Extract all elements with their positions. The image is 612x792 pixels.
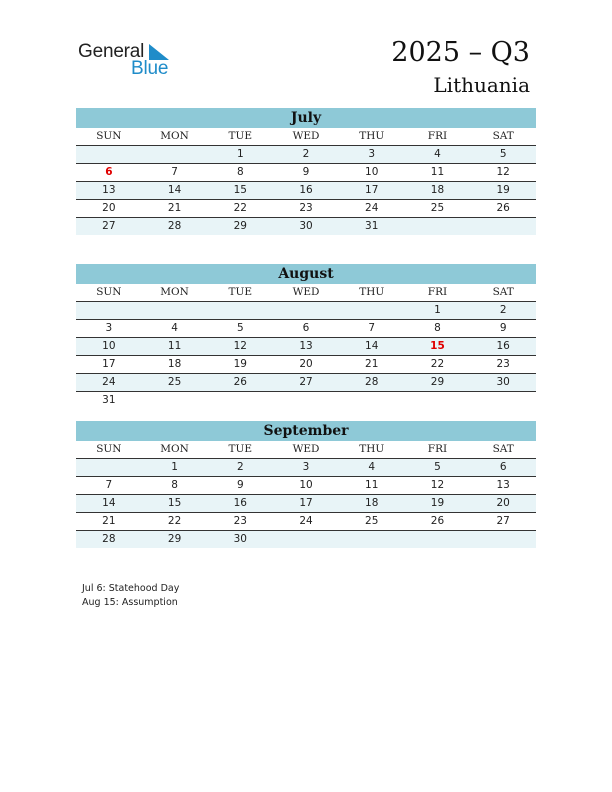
month-name: July xyxy=(76,108,536,128)
day-cell xyxy=(76,459,142,476)
day-cell: 13 xyxy=(299,340,313,352)
day-cell: 30 xyxy=(299,220,313,232)
day-cell: 4 xyxy=(368,461,376,473)
day-cell: 29 xyxy=(167,533,182,545)
country-name: Lithuania xyxy=(433,73,530,97)
day-cell: 22 xyxy=(167,515,182,527)
day-cell: 28 xyxy=(102,533,116,545)
week-row xyxy=(76,182,536,200)
day-cell: 30 xyxy=(233,533,247,545)
day-cell: 24 xyxy=(299,515,313,527)
day-cell: 17 xyxy=(299,497,313,509)
day-cell: 5 xyxy=(236,322,244,334)
week-row xyxy=(76,218,536,235)
day-cell: 29 xyxy=(233,220,247,232)
day-cell: 8 xyxy=(171,479,178,491)
weekday-label: WED xyxy=(292,286,320,298)
day-cell: 4 xyxy=(171,322,178,334)
day-cell: 9 xyxy=(236,479,244,491)
day-cell: 11 xyxy=(167,340,182,352)
week-row xyxy=(76,146,536,164)
day-cell: 26 xyxy=(496,202,510,214)
weekday-label: MON xyxy=(160,443,189,455)
weekday-label: MON xyxy=(160,130,189,142)
holiday-note: Jul 6: Statehood Day xyxy=(82,583,180,594)
day-cell: 12 xyxy=(430,479,445,491)
day-cell: 22 xyxy=(233,202,247,214)
day-cell: 22 xyxy=(430,358,445,370)
day-cell: 10 xyxy=(365,166,379,178)
day-cell: 20 xyxy=(496,497,510,509)
day-cell: 18 xyxy=(167,358,182,370)
day-cell xyxy=(405,531,471,548)
logo-text-general: General xyxy=(78,41,145,62)
day-cell xyxy=(142,392,208,409)
day-cell: 6 xyxy=(499,461,507,473)
day-cell xyxy=(339,302,405,319)
weekday-label: SAT xyxy=(492,286,514,298)
day-cell: 25 xyxy=(430,202,445,214)
day-cell: 16 xyxy=(233,497,247,509)
day-cell: 3 xyxy=(105,322,113,334)
day-cell: 4 xyxy=(434,148,441,160)
month-calendar-july xyxy=(76,108,536,235)
day-cell xyxy=(339,531,405,548)
day-cell: 8 xyxy=(236,166,244,178)
month-calendar-august xyxy=(76,264,536,409)
day-cell: 24 xyxy=(365,202,379,214)
day-cell: 31 xyxy=(365,220,379,232)
week-row xyxy=(76,531,536,548)
month-calendar-september xyxy=(76,421,536,548)
day-cell: 9 xyxy=(302,166,310,178)
weekday-label: WED xyxy=(292,130,320,142)
day-cell: 29 xyxy=(430,376,445,388)
day-cell xyxy=(76,146,142,163)
day-cell: 27 xyxy=(102,220,116,232)
day-cell: 14 xyxy=(365,340,379,352)
day-cell: 16 xyxy=(299,184,313,196)
day-cell: 6 xyxy=(302,322,310,334)
day-cell: 2 xyxy=(499,304,507,316)
weekday-label: TUE xyxy=(228,443,253,455)
week-row xyxy=(76,302,536,320)
day-cell: 24 xyxy=(102,376,116,388)
day-cell: 26 xyxy=(233,376,247,388)
holiday-notes xyxy=(82,582,179,610)
day-cell xyxy=(405,218,471,235)
day-cell: 13 xyxy=(496,479,510,491)
day-cell: 14 xyxy=(167,184,182,196)
week-row xyxy=(76,164,536,182)
day-cell: 18 xyxy=(430,184,445,196)
holiday-note: Aug 15: Assumption xyxy=(82,597,178,608)
day-cell: 25 xyxy=(365,515,379,527)
day-cell: 26 xyxy=(430,515,445,527)
day-cell: 3 xyxy=(368,148,376,160)
day-cell: 21 xyxy=(365,358,379,370)
day-cell: 11 xyxy=(365,479,379,491)
weekday-label: SAT xyxy=(492,130,514,142)
weekday-label: TUE xyxy=(228,130,253,142)
weekday-label: THU xyxy=(359,286,385,298)
day-cell: 31 xyxy=(102,394,116,406)
day-cell: 1 xyxy=(171,461,178,473)
day-cell: 19 xyxy=(496,184,510,196)
day-cell: 12 xyxy=(233,340,247,352)
weekday-header-row xyxy=(76,284,536,302)
day-cell xyxy=(405,392,471,409)
day-cell: 2 xyxy=(302,148,310,160)
day-cell xyxy=(273,302,339,319)
day-cell: 13 xyxy=(102,184,116,196)
day-cell: 28 xyxy=(365,376,379,388)
weeks-container xyxy=(76,459,536,548)
weekday-label: SUN xyxy=(96,130,122,142)
weekday-label: MON xyxy=(160,286,189,298)
day-cell: 17 xyxy=(102,358,116,370)
weekday-label: FRI xyxy=(427,443,448,455)
month-name: September xyxy=(76,421,536,441)
weekday-label: THU xyxy=(359,443,385,455)
weekday-label: FRI xyxy=(427,130,448,142)
week-row xyxy=(76,392,536,409)
day-cell: 7 xyxy=(368,322,376,334)
day-cell: 15 xyxy=(167,497,182,509)
day-cell xyxy=(142,302,208,319)
day-cell: 16 xyxy=(496,340,510,352)
day-cell xyxy=(273,531,339,548)
day-cell: 15 xyxy=(233,184,247,196)
day-cell: 23 xyxy=(496,358,510,370)
logo-text-blue: Blue xyxy=(131,58,169,79)
weekday-label: FRI xyxy=(427,286,448,298)
week-row xyxy=(76,356,536,374)
day-cell xyxy=(470,392,536,409)
week-row xyxy=(76,513,536,531)
day-cell xyxy=(207,302,273,319)
day-cell: 7 xyxy=(105,479,113,491)
week-row xyxy=(76,200,536,218)
day-cell: 19 xyxy=(430,497,445,509)
day-cell: 30 xyxy=(496,376,510,388)
generalblue-logo xyxy=(78,40,178,80)
holiday-day-cell: 6 xyxy=(105,166,113,178)
weekday-header-row xyxy=(76,128,536,146)
day-cell: 21 xyxy=(167,202,182,214)
day-cell: 5 xyxy=(499,148,507,160)
day-cell: 27 xyxy=(496,515,510,527)
day-cell: 27 xyxy=(299,376,313,388)
week-row xyxy=(76,495,536,513)
month-name: August xyxy=(76,264,536,284)
day-cell: 23 xyxy=(233,515,247,527)
weekday-label: SUN xyxy=(96,443,122,455)
day-cell: 3 xyxy=(302,461,310,473)
day-cell: 5 xyxy=(434,461,441,473)
week-row xyxy=(76,477,536,495)
day-cell: 20 xyxy=(299,358,313,370)
weekday-header-row xyxy=(76,441,536,459)
day-cell xyxy=(470,218,536,235)
day-cell: 1 xyxy=(236,148,244,160)
day-cell: 12 xyxy=(496,166,510,178)
week-row xyxy=(76,459,536,477)
day-cell: 20 xyxy=(102,202,116,214)
weeks-container xyxy=(76,302,536,409)
weekday-label: THU xyxy=(359,130,385,142)
page-title: 2025 – Q3 xyxy=(391,37,530,68)
weekday-label: SAT xyxy=(492,443,514,455)
day-cell: 23 xyxy=(299,202,313,214)
day-cell: 14 xyxy=(102,497,116,509)
day-cell xyxy=(339,392,405,409)
week-row xyxy=(76,374,536,392)
day-cell: 11 xyxy=(430,166,445,178)
day-cell: 8 xyxy=(434,322,441,334)
day-cell: 7 xyxy=(171,166,178,178)
day-cell: 1 xyxy=(434,304,441,316)
day-cell: 17 xyxy=(365,184,379,196)
day-cell: 25 xyxy=(167,376,182,388)
weekday-label: SUN xyxy=(96,286,122,298)
day-cell xyxy=(273,392,339,409)
day-cell: 18 xyxy=(365,497,379,509)
day-cell xyxy=(76,302,142,319)
day-cell: 19 xyxy=(233,358,247,370)
day-cell: 9 xyxy=(499,322,507,334)
weekday-label: TUE xyxy=(228,286,253,298)
weeks-container xyxy=(76,146,536,235)
day-cell xyxy=(142,146,208,163)
week-row xyxy=(76,320,536,338)
day-cell: 2 xyxy=(236,461,244,473)
day-cell: 21 xyxy=(102,515,116,527)
day-cell xyxy=(207,392,273,409)
weekday-label: WED xyxy=(292,443,320,455)
holiday-day-cell: 15 xyxy=(430,340,445,352)
day-cell: 10 xyxy=(102,340,116,352)
week-row xyxy=(76,338,536,356)
day-cell: 28 xyxy=(167,220,182,232)
day-cell: 10 xyxy=(299,479,313,491)
day-cell xyxy=(470,531,536,548)
